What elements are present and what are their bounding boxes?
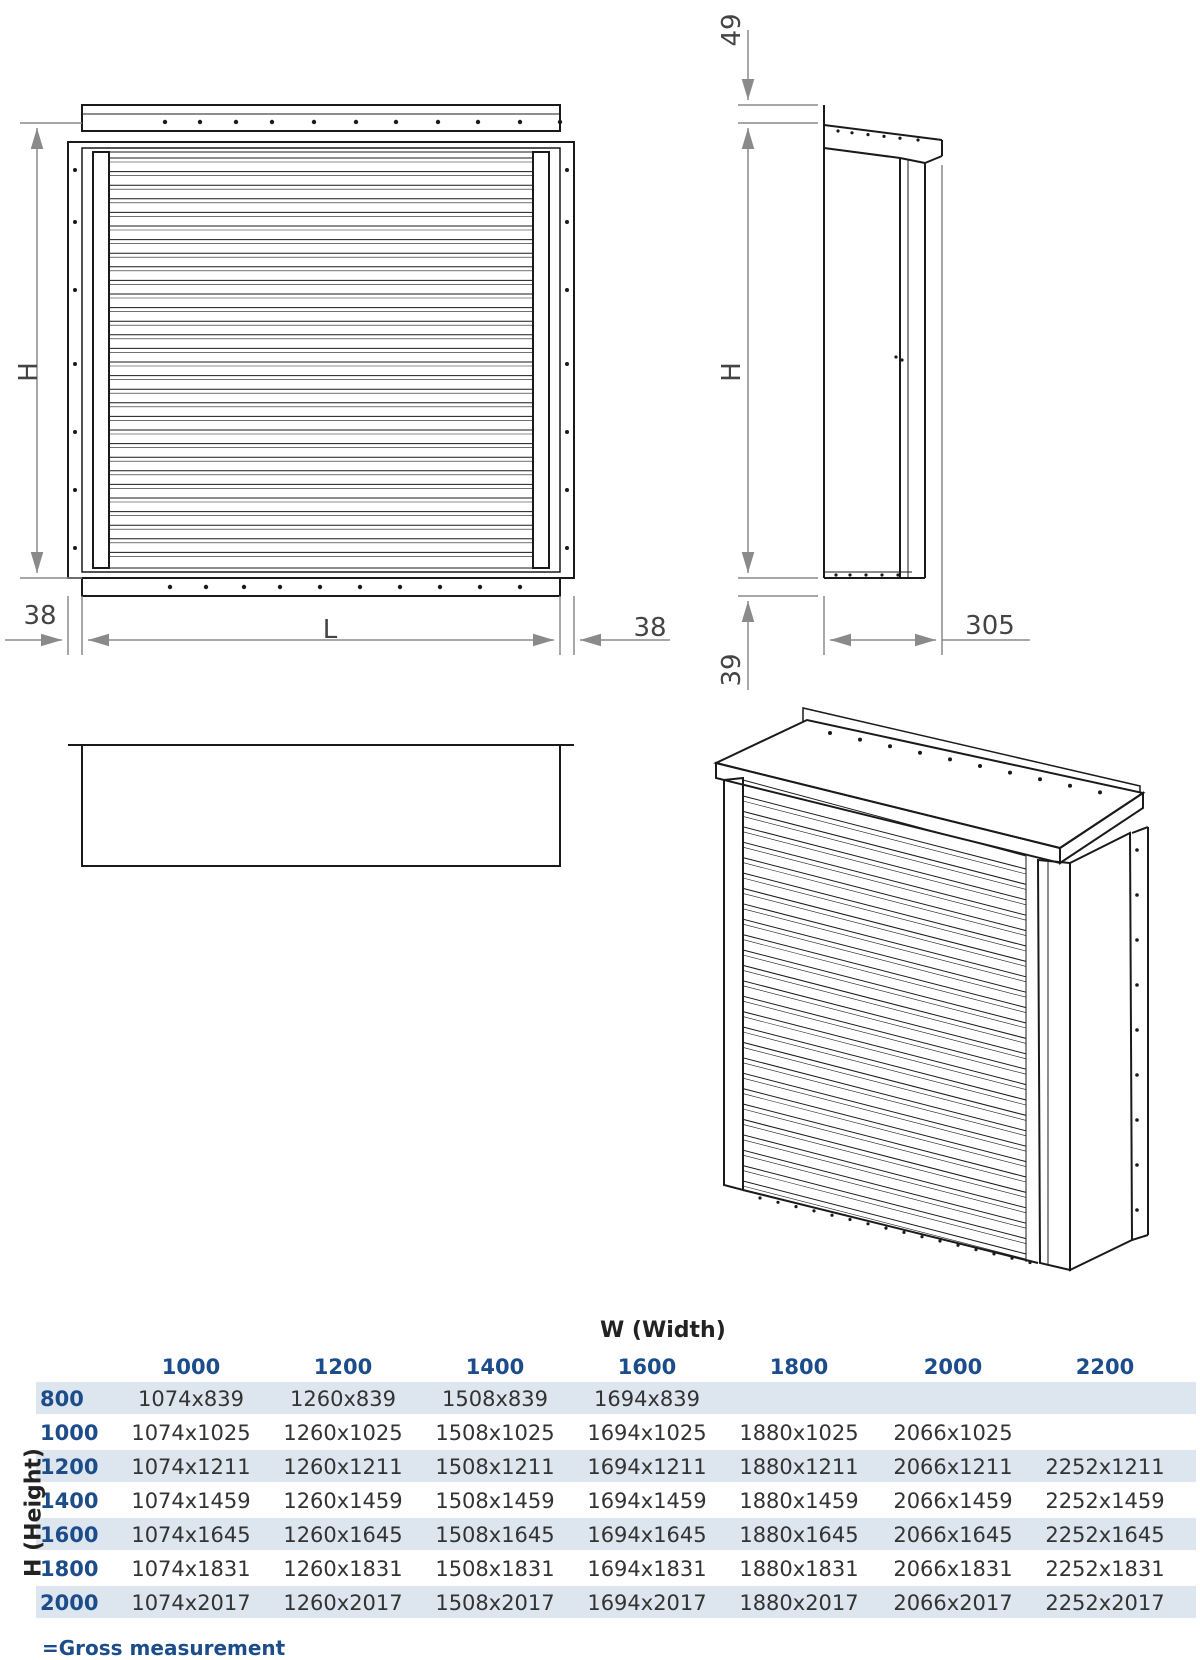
table-cell: 1694x1831 xyxy=(587,1557,707,1581)
hole xyxy=(73,362,77,366)
hole xyxy=(920,1235,923,1238)
hole xyxy=(834,573,837,576)
hole xyxy=(73,430,77,434)
top-view xyxy=(68,745,574,866)
hole xyxy=(318,585,322,589)
hole xyxy=(1135,983,1139,987)
row-header: 1800 xyxy=(40,1557,99,1581)
hole xyxy=(73,288,77,292)
dim-h-side: H xyxy=(717,362,747,382)
table-row xyxy=(36,1552,1196,1584)
hole xyxy=(1135,893,1139,897)
hole xyxy=(938,1239,941,1242)
hole xyxy=(882,135,885,138)
table-cell: 1508x839 xyxy=(442,1387,548,1411)
louver-blades xyxy=(109,158,533,556)
hole xyxy=(1135,1163,1139,1167)
right-post xyxy=(533,152,549,568)
hole xyxy=(354,120,358,124)
table-cell: 1880x1459 xyxy=(739,1489,859,1513)
table-cell: 2066x1831 xyxy=(893,1557,1013,1581)
table-cell: 1880x1831 xyxy=(739,1557,859,1581)
side-fixing-holes xyxy=(834,129,919,576)
table-cell: 1260x839 xyxy=(290,1387,396,1411)
hole xyxy=(73,488,77,492)
table-cell: 1508x1025 xyxy=(435,1421,555,1445)
hole xyxy=(916,138,919,141)
hole xyxy=(776,1201,779,1204)
dim-bottom-offset: 39 xyxy=(717,653,747,687)
table-cell: 1694x2017 xyxy=(587,1591,707,1615)
table-cell: 1694x839 xyxy=(594,1387,700,1411)
hole xyxy=(974,1248,977,1251)
hole xyxy=(902,1231,905,1234)
table-cell: 2066x1645 xyxy=(893,1523,1013,1547)
dim-length: L xyxy=(322,615,338,645)
table-cell: 1074x839 xyxy=(138,1387,244,1411)
hole xyxy=(1135,938,1139,942)
hole xyxy=(830,1214,833,1217)
hole xyxy=(565,362,569,366)
hole xyxy=(565,220,569,224)
table-cell: 1880x2017 xyxy=(739,1591,859,1615)
hole xyxy=(880,573,883,576)
column-header: 1600 xyxy=(617,1355,677,1379)
table-cell: 2066x2017 xyxy=(893,1591,1013,1615)
table-cell: 1074x1645 xyxy=(131,1523,251,1547)
hole xyxy=(836,129,839,132)
dim-top-offset: 49 xyxy=(717,13,747,47)
side-view xyxy=(824,105,942,578)
hole xyxy=(1098,790,1102,794)
hole xyxy=(864,573,867,576)
table-cell: 1694x1025 xyxy=(587,1421,707,1445)
table-row xyxy=(36,1450,1196,1482)
table-cell: 1880x1645 xyxy=(739,1523,859,1547)
table-cell: 2252x1211 xyxy=(1045,1455,1165,1479)
hole xyxy=(1038,777,1042,781)
table-row xyxy=(36,1518,1196,1550)
hole xyxy=(1028,1261,1031,1264)
hole xyxy=(565,488,569,492)
hole xyxy=(398,585,402,589)
top-hood-front xyxy=(82,105,560,131)
hole xyxy=(358,585,362,589)
hole xyxy=(270,120,274,124)
hole xyxy=(858,738,862,742)
hole xyxy=(896,573,899,576)
hole xyxy=(168,585,172,589)
row-header: 2000 xyxy=(40,1591,99,1615)
hole xyxy=(73,168,77,172)
hole xyxy=(436,120,440,124)
table-cell: 1260x2017 xyxy=(283,1591,403,1615)
table-cell: 1074x1211 xyxy=(131,1455,251,1479)
hole xyxy=(478,585,482,589)
dim-h-front: H xyxy=(14,362,44,382)
column-header: 1800 xyxy=(769,1355,829,1379)
hole xyxy=(163,120,167,124)
frame-outline xyxy=(82,148,560,572)
hole xyxy=(204,585,208,589)
table-row xyxy=(36,1382,1196,1414)
side-dimensions xyxy=(738,30,1030,690)
row-header: 800 xyxy=(40,1387,84,1411)
table-row xyxy=(36,1484,1196,1516)
hole xyxy=(1008,771,1012,775)
table-cell: 1260x1831 xyxy=(283,1557,403,1581)
table-row xyxy=(36,1586,1196,1618)
table-cell: 2252x1831 xyxy=(1045,1557,1165,1581)
hole xyxy=(73,220,77,224)
hole xyxy=(565,288,569,292)
fixing-holes xyxy=(73,120,569,589)
hole xyxy=(312,120,316,124)
width-header: W (Width) xyxy=(600,1318,726,1343)
hole xyxy=(198,120,202,124)
row-header: 1400 xyxy=(40,1489,99,1513)
hole xyxy=(476,120,480,124)
hole xyxy=(848,1218,851,1221)
hole xyxy=(1068,784,1072,788)
hole xyxy=(394,120,398,124)
outer-flange-frame xyxy=(68,142,574,578)
table-cell: 1508x2017 xyxy=(435,1591,555,1615)
table-cell: 1260x1025 xyxy=(283,1421,403,1445)
hole xyxy=(992,1252,995,1255)
hole xyxy=(438,585,442,589)
hole xyxy=(234,120,238,124)
hole xyxy=(1135,1028,1139,1032)
hole xyxy=(900,358,903,361)
table-cell: 1508x1459 xyxy=(435,1489,555,1513)
hole xyxy=(884,1227,887,1230)
hole xyxy=(565,430,569,434)
table-cell: 1508x1211 xyxy=(435,1455,555,1479)
table-cell: 1694x1459 xyxy=(587,1489,707,1513)
hole xyxy=(518,585,522,589)
hole xyxy=(73,546,77,550)
gross-measurement-note: =Gross measurement xyxy=(42,1636,286,1660)
hole xyxy=(888,744,892,748)
table-cell: 1508x1831 xyxy=(435,1557,555,1581)
table-cell: 1880x1211 xyxy=(739,1455,859,1479)
height-header: H (Height) xyxy=(21,1448,47,1577)
row-header: 1000 xyxy=(40,1421,99,1445)
table-cell: 1694x1211 xyxy=(587,1455,707,1479)
table-cell: 2066x1211 xyxy=(893,1455,1013,1479)
table-cell: 1260x1645 xyxy=(283,1523,403,1547)
louver-area xyxy=(109,152,533,568)
hole xyxy=(1135,1208,1139,1212)
hole xyxy=(518,120,522,124)
front-view xyxy=(68,105,574,596)
hole xyxy=(948,757,952,761)
hole xyxy=(558,120,562,124)
column-header: 1400 xyxy=(465,1355,525,1379)
table-cell: 1074x1459 xyxy=(131,1489,251,1513)
hole xyxy=(894,355,897,358)
isometric-view xyxy=(716,708,1148,1270)
column-header: 1000 xyxy=(161,1355,221,1379)
hole xyxy=(758,1196,761,1199)
row-header: 1600 xyxy=(40,1523,99,1547)
hole xyxy=(866,133,869,136)
hole xyxy=(278,585,282,589)
hole xyxy=(565,168,569,172)
column-header: 2000 xyxy=(923,1355,983,1379)
dim-depth: 305 xyxy=(965,611,1015,641)
table-cell: 1880x1025 xyxy=(739,1421,859,1445)
table-cell: 2066x1025 xyxy=(893,1421,1013,1445)
hole xyxy=(866,1222,869,1225)
row-header: 1200 xyxy=(40,1455,99,1479)
left-post xyxy=(93,152,109,568)
table-cell: 1074x2017 xyxy=(131,1591,251,1615)
hole xyxy=(812,1209,815,1212)
table-cell: 2252x1645 xyxy=(1045,1523,1165,1547)
hole xyxy=(565,546,569,550)
hole xyxy=(978,764,982,768)
hole xyxy=(898,137,901,140)
table-cell: 1694x1645 xyxy=(587,1523,707,1547)
dim-flange-right: 38 xyxy=(633,613,667,643)
table-cell: 2252x2017 xyxy=(1045,1591,1165,1615)
table-cell: 1074x1025 xyxy=(131,1421,251,1445)
hole xyxy=(794,1205,797,1208)
hole xyxy=(956,1244,959,1247)
hole xyxy=(1135,1118,1139,1122)
table-cell: 1074x1831 xyxy=(131,1557,251,1581)
table-row xyxy=(36,1416,1196,1448)
table-cell: 2252x1459 xyxy=(1045,1489,1165,1513)
dim-flange-left: 38 xyxy=(23,601,57,631)
column-header: 1200 xyxy=(313,1355,373,1379)
table-cell: 1508x1645 xyxy=(435,1523,555,1547)
hole xyxy=(1135,1073,1139,1077)
hole xyxy=(850,131,853,134)
hole xyxy=(848,573,851,576)
hole xyxy=(828,731,832,735)
table-cell: 1260x1459 xyxy=(283,1489,403,1513)
table-cell: 2066x1459 xyxy=(893,1489,1013,1513)
column-header: 2200 xyxy=(1075,1355,1135,1379)
iso-louver-blades xyxy=(743,796,1026,1259)
hole xyxy=(242,585,246,589)
hole xyxy=(918,751,922,755)
table-cell: 1260x1211 xyxy=(283,1455,403,1479)
hole xyxy=(1010,1257,1013,1260)
hole xyxy=(1135,848,1139,852)
